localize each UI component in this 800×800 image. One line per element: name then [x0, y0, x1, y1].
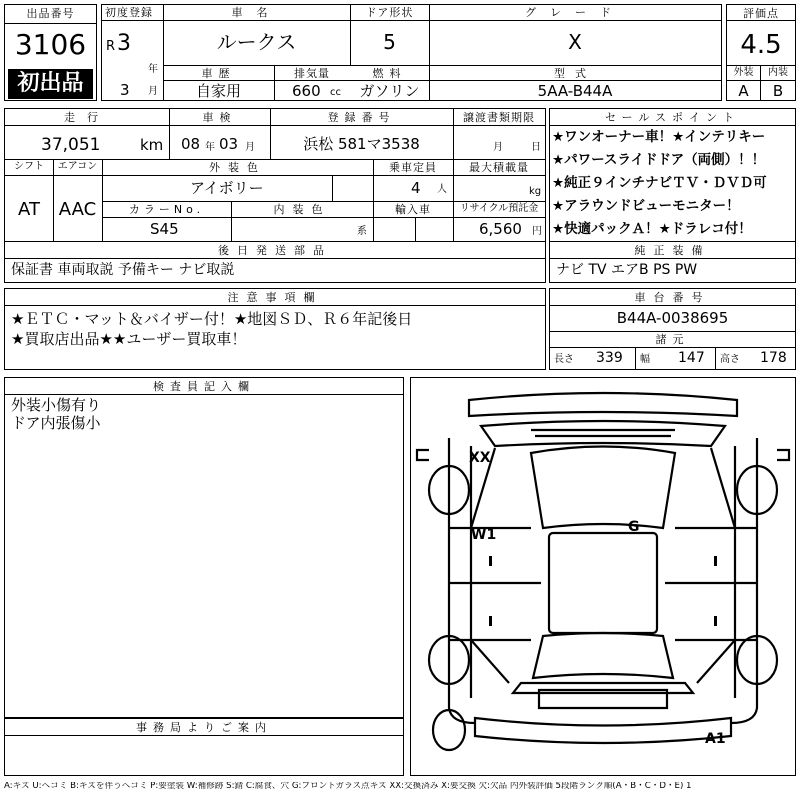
doors: 5	[383, 30, 396, 54]
sales-points-label: セールスポイント	[604, 111, 740, 124]
score: 4.5	[740, 30, 782, 60]
legend: A:キズ U:ヘコミ B:キズを伴うヘコミ P:要塗装 W:補修跡 S:錆 C:腐食、穴 G:フロントガラス点キズ XX:交換済み X:要交換 欠:欠品 内外装評価 5段階ランク順(A・B・C・D・E) 1	[4, 782, 692, 791]
dims-label: 諸元	[655, 333, 690, 346]
exterior-color-label: 外装色	[209, 161, 266, 174]
sales-point-line: ★アラウンドビューモニター！	[552, 198, 740, 214]
length: 339	[596, 350, 623, 366]
damage-mark-w1: W1	[471, 527, 497, 543]
chassis-box	[549, 288, 796, 370]
car-outline	[411, 378, 795, 775]
transfer-day-unit: 日	[531, 142, 541, 153]
sales-point-line: ★純正９インチナビＴＶ・ＤＶＤ可	[552, 175, 767, 191]
max-load-label: 最大積載量	[469, 161, 529, 174]
exterior-grade: A	[738, 82, 749, 100]
vehicle-info-table	[4, 108, 546, 242]
inspector-line: 外装小傷有り	[11, 396, 102, 414]
notes-box	[4, 288, 546, 370]
office-box	[4, 718, 404, 776]
shift: AT	[18, 199, 40, 220]
interior-label: 内装	[768, 67, 788, 78]
notes-line: ★買取店出品★★ユーザー買取車！	[11, 330, 247, 348]
fuel-label: 燃料	[372, 67, 407, 80]
inspector-label: 検査員記入欄	[153, 380, 255, 393]
history: 自家用	[195, 82, 241, 100]
fuel: ガソリン	[359, 82, 420, 100]
model: 5AA-B44A	[537, 82, 613, 100]
doors-label: ドア形状	[365, 6, 414, 19]
genuine-equipment-value: ナビ TV エアB PS PW	[556, 262, 698, 278]
first-reg-year: 3	[117, 31, 131, 56]
mileage-unit: km	[140, 136, 164, 154]
inspector-line: ドア内張傷小	[11, 414, 101, 432]
height: 178	[760, 350, 787, 366]
score-box	[726, 4, 796, 101]
max-load-unit: kg	[529, 186, 542, 197]
shift-label: シフト	[14, 161, 44, 172]
mileage: 37,051	[41, 135, 101, 155]
car-name-label: 車名	[231, 6, 282, 19]
recycle-unit: 円	[532, 226, 542, 237]
mileage-label: 走行	[64, 111, 110, 124]
ac-label: エアコン	[57, 161, 98, 172]
sales-points-box	[549, 108, 796, 242]
displacement: 660	[292, 82, 321, 100]
length-label: 長さ	[554, 354, 574, 365]
genuine-equipment-label: 純正装備	[634, 244, 711, 257]
recycle-fee: 6,560	[479, 220, 522, 238]
car-name: ルークス	[216, 30, 297, 54]
exterior-color: アイボリー	[190, 179, 264, 197]
office-label: 事務局よりご案内	[136, 721, 272, 734]
later-items-value: 保証書 車両取説 予備キー ナビ取説	[11, 262, 235, 278]
width: 147	[678, 350, 705, 366]
exterior-label: 外装	[733, 67, 754, 78]
ac: AAC	[58, 199, 97, 220]
damage-mark-a1: A1	[705, 731, 726, 747]
notes-line: ★ＥＴＣ・マット＆バイザー付！★地図ＳＤ、Ｒ６年記後日	[11, 310, 413, 328]
later-items-box	[4, 241, 546, 283]
interior-grade: B	[772, 82, 784, 100]
import-label: 輸入車	[395, 203, 431, 216]
score-label: 評価点	[743, 7, 779, 20]
genuine-equipment-box	[549, 241, 796, 283]
damage-mark-xx: XX	[469, 450, 491, 466]
grade-label: グレード	[525, 6, 625, 19]
chassis-number: B44A-0038695	[616, 309, 729, 327]
capacity-unit: 人	[437, 184, 447, 195]
transfer-month-unit: 月	[493, 142, 503, 153]
inspection-year: 08	[181, 135, 201, 153]
grade: X	[568, 30, 582, 54]
height-label: 高さ	[720, 354, 740, 365]
inspection-month: 03	[219, 135, 239, 153]
recycle-label: リサイクル預託金	[459, 203, 539, 214]
transfer-label: 譲渡書類期限	[463, 111, 535, 124]
inspection-year-unit: 年	[205, 142, 215, 153]
color-no-label: カラーNo.	[128, 203, 205, 216]
capacity-label: 乗車定員	[389, 161, 437, 174]
first-reg-era: R	[106, 39, 116, 54]
color-no: S45	[150, 220, 179, 238]
inspection-month-unit: 月	[245, 142, 255, 153]
lot-number-label: 出品番号	[26, 7, 75, 20]
history-label: 車歴	[201, 67, 236, 80]
inspector-box	[4, 377, 404, 718]
interior-color-label: 内装色	[273, 203, 331, 216]
later-items-label: 後日発送部品	[218, 244, 332, 257]
model-label: 型式	[554, 67, 596, 80]
plate-label: 登録番号	[327, 111, 396, 124]
interior-color-unit: 系	[357, 226, 367, 237]
first-reg-month-unit: 月	[148, 86, 158, 97]
first-listing-badge: 初出品	[8, 69, 93, 99]
chassis-label: 車台番号	[634, 291, 711, 304]
damage-mark-g: G	[628, 519, 640, 535]
notes-label: 注意事項欄	[227, 291, 323, 304]
capacity: 4	[411, 179, 421, 197]
first-reg-month: 3	[120, 81, 130, 99]
sales-point-line: ★ワンオーナー車！★インテリキー	[552, 129, 766, 145]
car-diagram	[410, 377, 796, 776]
plate: 浜松 581マ3538	[303, 135, 420, 153]
width-label: 幅	[640, 354, 650, 365]
displacement-label: 排気量	[294, 67, 330, 80]
sales-point-line: ★快適パックＡ！★ドラレコ付！	[552, 221, 752, 237]
sales-point-line: ★パワースライドドア（両側）！！	[552, 152, 766, 168]
first-reg-year-unit: 年	[148, 64, 158, 75]
header-table	[101, 4, 722, 101]
inspection-label: 車検	[202, 111, 237, 124]
lot-number: 3106	[14, 28, 87, 61]
first-reg-label: 初度登録	[105, 6, 153, 19]
displacement-unit: cc	[330, 87, 341, 98]
lot-number-box	[4, 4, 97, 101]
